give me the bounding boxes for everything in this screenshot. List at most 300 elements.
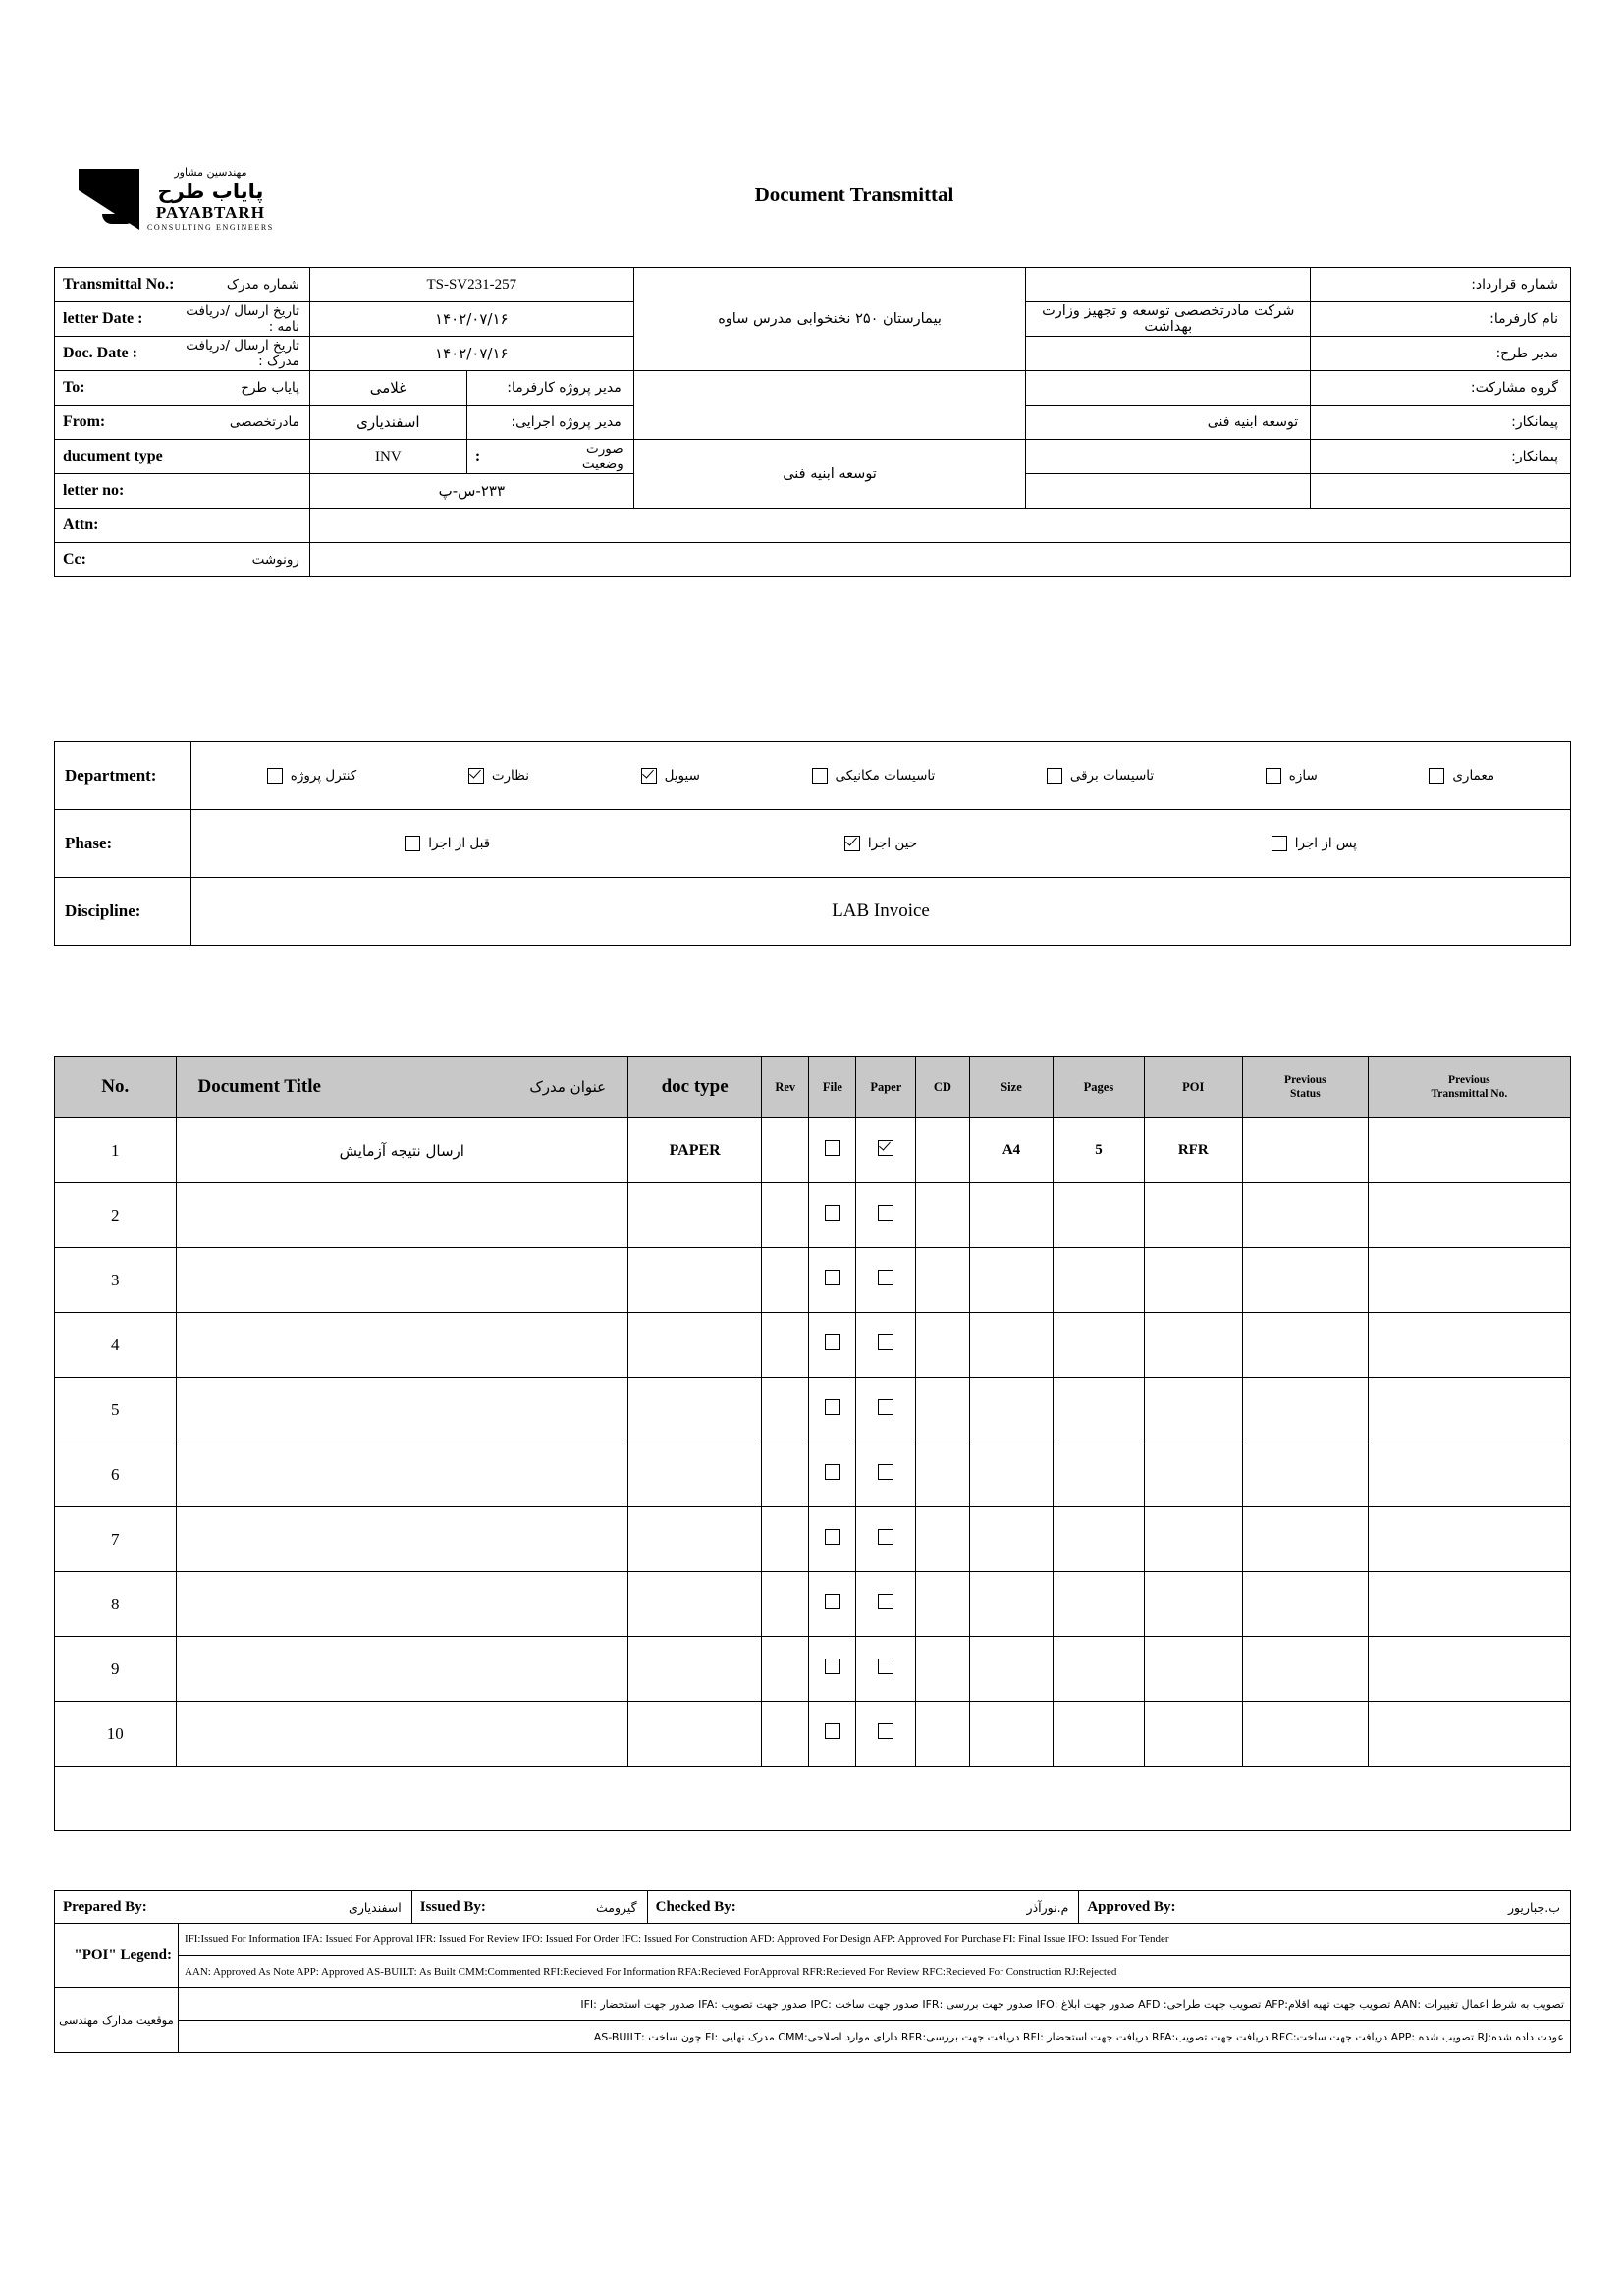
row-10-previous-transmittal [1368, 1702, 1570, 1767]
contract-no-value [1026, 268, 1311, 302]
phase-label-during: حین اجرا [867, 836, 918, 851]
row-1-pages: 5 [1054, 1118, 1144, 1183]
table-row [55, 1637, 1571, 1702]
checkbox-architecture[interactable] [1429, 768, 1444, 784]
poi-legend-line-2: AAN: Approved As Note APP: Approved AS-BUILT: As Built CMM:Commented RFI:Recieved For Information RFA:Recieved ForApproval RFR:Recieved For Review RFC:Recieved For Construction RJ:Rejected [178, 1956, 1570, 1988]
row-9-size [969, 1637, 1054, 1702]
row-4-no: 4 [55, 1313, 177, 1378]
checked-by-value: م.نورآذر [1026, 1899, 1069, 1915]
cell-to-label [55, 371, 310, 406]
row-3-cd [916, 1248, 969, 1313]
table-row [55, 1248, 1571, 1313]
row-2-previous-transmittal [1368, 1183, 1570, 1248]
checkbox-project-control[interactable] [267, 768, 283, 784]
table-row [55, 1183, 1571, 1248]
row-9-paper-cell [856, 1637, 916, 1702]
checkbox-phase-during[interactable] [844, 836, 860, 851]
row-2-paper-cell [856, 1183, 916, 1248]
approved-by-label: Approved By: [1087, 1898, 1176, 1915]
checkbox-mechanical[interactable] [812, 768, 828, 784]
row-7-paper-cell [856, 1507, 916, 1572]
row-6-no: 6 [55, 1442, 177, 1507]
legend-row-2 [55, 1956, 1571, 1988]
info-row-transmittal-no [55, 268, 1571, 302]
row-1-previous-transmittal [1368, 1118, 1570, 1183]
letter-date-label-fa: تاریخ ارسال /دریافت نامه : [186, 303, 299, 335]
letter-no-value: ۲۳۳-س-پ [309, 474, 633, 509]
row-2-file-checkbox[interactable] [825, 1205, 840, 1221]
row-5-cd [916, 1378, 969, 1442]
department-row [55, 742, 1571, 810]
row-6-title [176, 1442, 628, 1507]
cell-letter-date-label [55, 302, 310, 337]
row-6-doc-type [628, 1442, 762, 1507]
row-4-paper-cell [856, 1313, 916, 1378]
logo-line-2: پایاب طرح [157, 179, 264, 203]
cc-label-en: Cc: [63, 551, 86, 568]
phase-row [55, 810, 1571, 878]
partnership-group-value [1026, 371, 1311, 406]
row-8-file-cell [809, 1572, 856, 1637]
checkbox-electrical[interactable] [1047, 768, 1062, 784]
transmittal-info-table [54, 267, 1571, 577]
row-9-title [176, 1637, 628, 1702]
header-previous-status [1243, 1057, 1369, 1118]
row-5-file-cell [809, 1378, 856, 1442]
row-7-no: 7 [55, 1507, 177, 1572]
row-3-paper-cell [856, 1248, 916, 1313]
row-6-rev [762, 1442, 809, 1507]
legend-row-1 [55, 1924, 1571, 1956]
row-3-file-cell [809, 1248, 856, 1313]
info-row-document-type [55, 440, 1571, 474]
row-8-file-checkbox[interactable] [825, 1594, 840, 1609]
row-1-cd [916, 1118, 969, 1183]
row-2-cd [916, 1183, 969, 1248]
table-row [55, 1702, 1571, 1767]
row-5-paper-checkbox[interactable] [878, 1399, 893, 1415]
logo-mark-icon [79, 169, 139, 230]
row-4-paper-checkbox[interactable] [878, 1334, 893, 1350]
contractor-name-cell: توسعه ابنیه فنی [633, 440, 1026, 509]
row-3-rev [762, 1248, 809, 1313]
letter-no-label [55, 474, 310, 509]
row-2-previous-status [1243, 1183, 1369, 1248]
row-10-pages [1054, 1702, 1144, 1767]
transmittal-no-value: TS-SV231-257 [309, 268, 633, 302]
document-type-value: INV [309, 440, 466, 474]
row-2-title [176, 1183, 628, 1248]
row-4-file-checkbox[interactable] [825, 1334, 840, 1350]
row-5-previous-status [1243, 1378, 1369, 1442]
row-2-no: 2 [55, 1183, 177, 1248]
row-5-pages [1054, 1378, 1144, 1442]
department-checkbox-group [191, 742, 1571, 810]
discipline-value: LAB Invoice [191, 878, 1571, 946]
row-3-poi [1144, 1248, 1242, 1313]
header-previous-status-l1: Previous [1284, 1073, 1326, 1086]
cc-value [309, 543, 1570, 577]
checked-by-cell [647, 1891, 1079, 1924]
row-8-previous-transmittal [1368, 1572, 1570, 1637]
row-4-size [969, 1313, 1054, 1378]
row-1-no: 1 [55, 1118, 177, 1183]
legend-row-3 [55, 1988, 1571, 2021]
row-9-paper-checkbox[interactable] [878, 1659, 893, 1674]
from-label-en: From: [63, 413, 106, 430]
checkbox-phase-before[interactable] [405, 836, 420, 851]
checkbox-structure[interactable] [1266, 768, 1281, 784]
cell-doc-date-label [55, 337, 310, 371]
row-10-poi [1144, 1702, 1242, 1767]
discipline-row [55, 878, 1571, 946]
notes-area [55, 1767, 1571, 1831]
documents-header-row [55, 1057, 1571, 1118]
row-3-title [176, 1248, 628, 1313]
header-rev: Rev [762, 1057, 809, 1118]
partnership-group-label: گروه مشارکت: [1311, 371, 1571, 406]
doc-date-label-fa: تاریخ ارسال /دریافت مدرک : [186, 338, 299, 369]
checkbox-phase-after[interactable] [1272, 836, 1287, 851]
row-3-no: 3 [55, 1248, 177, 1313]
to-label-fa: پایاب طرح [241, 380, 299, 396]
row-8-paper-checkbox[interactable] [878, 1594, 893, 1609]
attn-label [55, 509, 310, 543]
row-8-previous-status [1243, 1572, 1369, 1637]
dept-label-structure: سازه [1288, 768, 1318, 784]
phase-checkbox-before[interactable] [231, 836, 664, 851]
document-type-colon: : [474, 448, 481, 464]
to-label-en: To: [63, 379, 85, 396]
to-value: غلامی [309, 371, 466, 406]
header-previous-status-l2: Status [1290, 1088, 1321, 1100]
prepared-by-label: Prepared By: [63, 1898, 147, 1915]
row-3-pages [1054, 1248, 1144, 1313]
row-4-pages [1054, 1313, 1144, 1378]
table-row [55, 1442, 1571, 1507]
row-8-doc-type [628, 1572, 762, 1637]
blank-mid-cell-1 [633, 371, 1026, 440]
row-10-title [176, 1702, 628, 1767]
document-type-label [55, 440, 310, 474]
row-5-previous-transmittal [1368, 1378, 1570, 1442]
row-1-doc-type: PAPER [628, 1118, 762, 1183]
header-doc-type: doc type [628, 1057, 762, 1118]
phase-checkbox-after[interactable] [1098, 836, 1531, 851]
letter-date-value: ۱۴۰۲/۰۷/۱۶ [309, 302, 633, 337]
engineering-docs-status-line-1: تصویب به شرط اعمال تغییرات :AAN تصویب جهت تهیه اقلام:AFP تصویب جهت طراحی: AFD صدور جهت ابلاغ :IFO صدور جهت بررسی :IFR صدور جهت ساخت :IPC صدور جهت تصویب :IFA صدور جهت استحضار :IFI [178, 1988, 1570, 2021]
header-paper: Paper [856, 1057, 916, 1118]
employer-name-label: نام کارفرما: [1311, 302, 1571, 337]
row-9-no: 9 [55, 1637, 177, 1702]
dept-label-mechanical: تاسیسات مکانیکی [835, 768, 936, 784]
discipline-label: Discipline: [55, 878, 191, 946]
dept-checkbox-architecture[interactable] [1429, 768, 1494, 784]
row-8-no: 8 [55, 1572, 177, 1637]
cell-transmittal-no-label [55, 268, 310, 302]
row-1-rev [762, 1118, 809, 1183]
row-7-file-cell [809, 1507, 856, 1572]
row-7-size [969, 1507, 1054, 1572]
phase-checkbox-during[interactable] [664, 836, 1097, 851]
row-3-previous-status [1243, 1248, 1369, 1313]
letter-no-label-en: letter no: [63, 482, 125, 499]
row-8-rev [762, 1572, 809, 1637]
logo-line-4: CONSULTING ENGINEERS [147, 222, 274, 232]
attn-value [309, 509, 1570, 543]
page-header [59, 157, 1571, 245]
row-7-file-checkbox[interactable] [825, 1529, 840, 1545]
row-5-file-checkbox[interactable] [825, 1399, 840, 1415]
row-1-paper-cell [856, 1118, 916, 1183]
blank-cell-right-2 [1026, 474, 1311, 509]
row-6-size [969, 1442, 1054, 1507]
employer-name-value: شرکت مادرتخصصی توسعه و تجهیز وزارت بهداشت [1026, 302, 1311, 337]
dept-label-civil: سیویل [664, 768, 700, 784]
poi-legend-line-1: IFI:Issued For Information IFA: Issued For Approval IFR: Issued For Review IFO: Issued For Order IFC: Issued For Construction AFD: Approved For Design AFP: Approved For Purchase FI: Final Issue IFO: Issued For Tender [178, 1924, 1570, 1956]
header-previous-transmittal [1368, 1057, 1570, 1118]
row-6-cd [916, 1442, 969, 1507]
row-8-title [176, 1572, 628, 1637]
row-9-doc-type [628, 1637, 762, 1702]
engineering-docs-status-line-2: عودت داده شده:RJ تصویب شده :APP دریافت جهت ساخت:RFC دریافت جهت تصویب:RFA دریافت جهت استحضار :RFI دریافت جهت بررسی:RFR دارای موارد اصلاحی:CMM مدرک نهایی :FI چون ساخت :AS-BUILT [178, 2021, 1570, 2053]
row-6-poi [1144, 1442, 1242, 1507]
row-9-cd [916, 1637, 969, 1702]
transmittal-no-label-fa: شماره مدرک [226, 277, 299, 293]
row-10-rev [762, 1702, 809, 1767]
row-8-cd [916, 1572, 969, 1637]
doc-date-value: ۱۴۰۲/۰۷/۱۶ [309, 337, 633, 371]
row-10-size [969, 1702, 1054, 1767]
phase-checkbox-group [191, 810, 1571, 878]
row-4-poi [1144, 1313, 1242, 1378]
contractor-label-2: پیمانکار: [1311, 440, 1571, 474]
row-4-title [176, 1313, 628, 1378]
row-1-previous-status [1243, 1118, 1369, 1183]
row-3-paper-checkbox[interactable] [878, 1270, 893, 1285]
row-7-previous-transmittal [1368, 1507, 1570, 1572]
row-5-paper-cell [856, 1378, 916, 1442]
row-1-file-checkbox[interactable] [825, 1140, 840, 1156]
from-value: اسفندیاری [309, 406, 466, 440]
row-9-previous-status [1243, 1637, 1369, 1702]
row-10-paper-cell [856, 1702, 916, 1767]
dept-checkbox-project-control[interactable] [267, 768, 356, 784]
legend-row-4 [55, 2021, 1571, 2053]
letter-date-label-en: letter Date : [63, 310, 143, 327]
document-status-label-fa: صورت وضعیت [581, 441, 623, 472]
row-6-previous-transmittal [1368, 1442, 1570, 1507]
department-label: Department: [55, 742, 191, 810]
row-10-file-cell [809, 1702, 856, 1767]
issued-by-value: گیرومث [595, 1899, 637, 1915]
phase-label: Phase: [55, 810, 191, 878]
row-6-paper-cell [856, 1442, 916, 1507]
row-5-doc-type [628, 1378, 762, 1442]
row-7-paper-checkbox[interactable] [878, 1529, 893, 1545]
prepared-by-cell [55, 1891, 412, 1924]
table-row [55, 1507, 1571, 1572]
dept-checkbox-supervision[interactable] [468, 768, 529, 784]
dept-checkbox-electrical[interactable] [1047, 768, 1154, 784]
row-5-rev [762, 1378, 809, 1442]
row-2-pages [1054, 1183, 1144, 1248]
department-phase-table [54, 741, 1571, 946]
row-3-size [969, 1248, 1054, 1313]
header-size: Size [969, 1057, 1054, 1118]
row-6-pages [1054, 1442, 1144, 1507]
header-cd: CD [916, 1057, 969, 1118]
row-4-previous-status [1243, 1313, 1369, 1378]
logo-text [147, 167, 274, 232]
document-type-label-en: ducument type [63, 448, 163, 464]
row-8-poi [1144, 1572, 1242, 1637]
row-9-file-checkbox[interactable] [825, 1659, 840, 1674]
to-value-label: مدیر پروژه کارفرما: [466, 371, 633, 406]
checkbox-supervision[interactable] [468, 768, 484, 784]
poi-legend-label: "POI" Legend: [55, 1924, 179, 1988]
header-poi: POI [1144, 1057, 1242, 1118]
row-6-file-checkbox[interactable] [825, 1464, 840, 1480]
issued-by-cell [411, 1891, 647, 1924]
cell-from-label [55, 406, 310, 440]
row-5-title [176, 1378, 628, 1442]
row-9-poi [1144, 1637, 1242, 1702]
row-5-poi [1144, 1378, 1242, 1442]
phase-label-before: قبل از اجرا [428, 836, 491, 851]
blank-cell-right-3 [1311, 474, 1571, 509]
row-2-poi [1144, 1183, 1242, 1248]
cc-label-fa: رونوشت [251, 552, 299, 568]
row-7-previous-status [1243, 1507, 1369, 1572]
row-10-cd [916, 1702, 969, 1767]
signature-row [55, 1891, 1571, 1924]
header-document-title [176, 1057, 628, 1118]
row-1-size: A4 [969, 1118, 1054, 1183]
project-name-cell: بیمارستان ۲۵۰ نخنخوابی مدرس ساوه [633, 268, 1026, 371]
row-5-size [969, 1378, 1054, 1442]
row-7-pages [1054, 1507, 1144, 1572]
doc-date-label-en: Doc. Date : [63, 345, 137, 361]
row-7-doc-type [628, 1507, 762, 1572]
row-10-file-checkbox[interactable] [825, 1723, 840, 1739]
issued-by-label: Issued By: [419, 1898, 486, 1915]
engineering-docs-status-label: موقعیت مدارک مهندسی [55, 1988, 179, 2053]
prepared-by-value: اسفندیاری [349, 1899, 402, 1915]
cc-label [55, 543, 310, 577]
dept-label-supervision: نظارت [491, 768, 529, 784]
from-value-label: مدیر پروژه اجرایی: [466, 406, 633, 440]
logo-line-3: PAYABTARH [155, 203, 265, 223]
dept-label-electrical: تاسیسات برقی [1069, 768, 1155, 784]
row-3-doc-type [628, 1248, 762, 1313]
row-9-pages [1054, 1637, 1144, 1702]
row-1-paper-checkbox[interactable] [878, 1140, 893, 1156]
dept-label-architecture: معماری [1452, 768, 1495, 784]
row-10-previous-status [1243, 1702, 1369, 1767]
row-10-doc-type [628, 1702, 762, 1767]
row-4-file-cell [809, 1313, 856, 1378]
header-document-title-fa: عنوان مدرک [529, 1078, 607, 1096]
phase-label-after: پس از اجرا [1294, 836, 1357, 851]
contract-no-label: شماره قرارداد: [1311, 268, 1571, 302]
row-3-previous-transmittal [1368, 1248, 1570, 1313]
row-2-size [969, 1183, 1054, 1248]
signature-legend-table [54, 1890, 1571, 2053]
row-9-file-cell [809, 1637, 856, 1702]
checkbox-civil[interactable] [641, 768, 657, 784]
row-5-no: 5 [55, 1378, 177, 1442]
row-4-previous-transmittal [1368, 1313, 1570, 1378]
table-row [55, 1118, 1571, 1183]
dept-label-project-control: کنترل پروژه [290, 768, 357, 784]
row-7-cd [916, 1507, 969, 1572]
dept-checkbox-mechanical[interactable] [812, 768, 936, 784]
project-manager-label: مدیر طرح: [1311, 337, 1571, 371]
row-7-poi [1144, 1507, 1242, 1572]
row-4-rev [762, 1313, 809, 1378]
row-4-cd [916, 1313, 969, 1378]
approved-by-cell [1079, 1891, 1571, 1924]
row-6-previous-status [1243, 1442, 1369, 1507]
info-row-cc [55, 543, 1571, 577]
row-4-doc-type [628, 1313, 762, 1378]
row-8-pages [1054, 1572, 1144, 1637]
row-8-paper-cell [856, 1572, 916, 1637]
row-9-rev [762, 1637, 809, 1702]
header-previous-transmittal-l1: Previous [1448, 1073, 1490, 1086]
row-2-paper-checkbox[interactable] [878, 1205, 893, 1221]
logo-line-1: مهندسین مشاور [174, 166, 247, 180]
header-document-title-en: Document Title [197, 1076, 321, 1097]
notes-area-row [55, 1767, 1571, 1831]
row-3-file-checkbox[interactable] [825, 1270, 840, 1285]
row-9-previous-transmittal [1368, 1637, 1570, 1702]
header-previous-transmittal-l2: Transmittal No. [1431, 1088, 1508, 1100]
contractor-label: پیمانکار: [1311, 406, 1571, 440]
table-row [55, 1572, 1571, 1637]
row-2-rev [762, 1183, 809, 1248]
row-6-paper-checkbox[interactable] [878, 1464, 893, 1480]
dept-checkbox-civil[interactable] [641, 768, 700, 784]
checked-by-label: Checked By: [655, 1898, 736, 1915]
table-row [55, 1378, 1571, 1442]
project-manager-value [1026, 337, 1311, 371]
row-2-doc-type [628, 1183, 762, 1248]
row-10-paper-checkbox[interactable] [878, 1723, 893, 1739]
dept-checkbox-structure[interactable] [1266, 768, 1318, 784]
row-7-title [176, 1507, 628, 1572]
row-2-file-cell [809, 1183, 856, 1248]
table-row [55, 1313, 1571, 1378]
info-row-attn [55, 509, 1571, 543]
info-row-to [55, 371, 1571, 406]
approved-by-value: ب.جباریور [1507, 1899, 1560, 1915]
from-label-fa: مادرتخصصی [229, 414, 299, 430]
row-1-title: ارسال نتیجه آزمایش [176, 1118, 628, 1183]
row-1-poi: RFR [1144, 1118, 1242, 1183]
header-pages: Pages [1054, 1057, 1144, 1118]
blank-cell-right-1 [1026, 440, 1311, 474]
row-1-file-cell [809, 1118, 856, 1183]
document-status-label-cell [466, 440, 633, 474]
page-title: Document Transmittal [754, 183, 954, 206]
transmittal-no-label-en: Transmittal No.: [63, 276, 175, 293]
row-7-rev [762, 1507, 809, 1572]
company-logo [79, 157, 324, 242]
row-6-file-cell [809, 1442, 856, 1507]
attn-label-en: Attn: [63, 517, 99, 533]
